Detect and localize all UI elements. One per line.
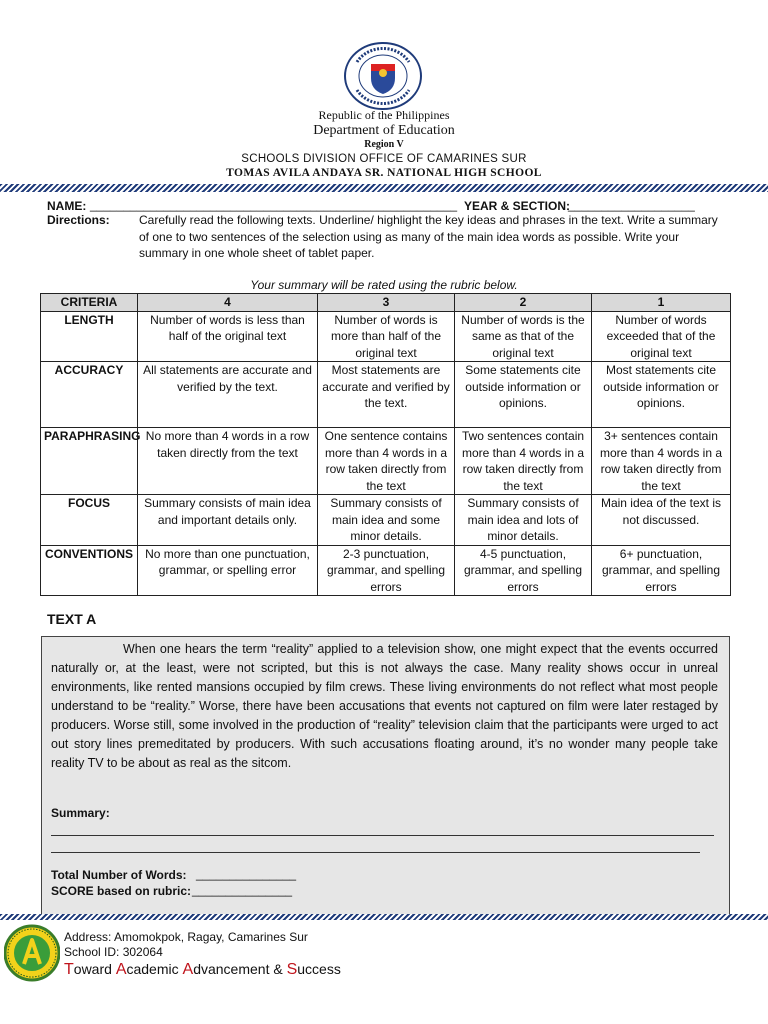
rubric-criteria: CONVENTIONS — [41, 545, 138, 596]
rubric-cell: Main idea of the text is not discussed. — [592, 495, 731, 546]
motto-word: uccess — [297, 961, 341, 977]
rubric-header-2: 2 — [455, 294, 592, 312]
rubric-table — [40, 293, 731, 596]
rubric-header-row — [41, 294, 731, 312]
rubric-cell: Two sentences contain more than 4 words in a row taken directly from the text — [455, 428, 592, 495]
rubric-cell: Number of words is the same as that of the original text — [455, 311, 592, 362]
division-heading: SCHOOLS DIVISION OFFICE OF CAMARINES SUR — [241, 153, 527, 165]
rubric-cell: 4-5 punctuation, grammar, and spelling errors — [455, 545, 592, 596]
footer-address: Address: Amomokpok, Ragay, Camarines Sur — [64, 930, 308, 944]
total-words-label: Total Number of Words: — [51, 868, 187, 882]
motto-letter: T — [64, 961, 74, 978]
footer-divider — [0, 914, 768, 920]
total-words-field[interactable]: _______________ — [196, 867, 297, 881]
rubric-cell: 3+ sentences contain more than 4 words in a row taken directly from the text — [592, 428, 731, 495]
motto-word: cademic — [126, 961, 183, 977]
rubric-cell: Number of words is more than half of the original text — [318, 311, 455, 362]
region-heading: Region V — [364, 139, 404, 150]
footer-school-id: School ID: 302064 — [64, 945, 163, 959]
motto-letter: S — [286, 961, 298, 978]
year-section-label: YEAR & SECTION: — [464, 199, 571, 213]
text-a-passage — [51, 640, 718, 773]
rubric-header-3: 3 — [318, 294, 455, 312]
directions-text: Carefully read the following texts. Underline/ highlight the key ideas and phrases in the text. Write a summary of one to two sentences of the selection using as many of the main idea words as possible. Write your summary in one whole sheet of tablet paper. — [139, 213, 718, 260]
rubric-criteria: FOCUS — [41, 495, 138, 546]
republic-heading: Republic of the Philippines — [318, 108, 450, 122]
name-label: NAME: — [47, 199, 87, 213]
rubric-row-conventions — [41, 545, 731, 596]
rubric-cell: Summary consists of main idea and some minor details. — [318, 495, 455, 546]
rubric-cell: Number of words is less than half of the original text — [138, 311, 318, 362]
rubric-row-focus — [41, 495, 731, 546]
year-section-field[interactable]: ___________________ — [568, 198, 695, 212]
rubric-cell: All statements are accurate and verified by the text. — [138, 362, 318, 428]
school-logo — [4, 924, 60, 982]
text-a-title: TEXT A — [47, 611, 97, 627]
rubric-cell: Most statements are accurate and verified by the text. — [318, 362, 455, 428]
rubric-cell: No more than 4 words in a row taken directly from the text — [138, 428, 318, 495]
name-field[interactable]: _______________________________________________________ — [90, 198, 458, 212]
rubric-cell: 6+ punctuation, grammar, and spelling errors — [592, 545, 731, 596]
rubric-header-1: 1 — [592, 294, 731, 312]
deped-seal-logo — [343, 42, 423, 110]
rubric-cell: 2-3 punctuation, grammar, and spelling errors — [318, 545, 455, 596]
school-motto — [64, 961, 341, 979]
rubric-cell: Most statements cite outside information or opinions. — [592, 362, 731, 428]
rubric-cell: One sentence contains more than 4 words in a row taken directly from the text — [318, 428, 455, 495]
text-a-passage-text: When one hears the term “reality” applied to a television show, one might expect that the events occurred naturally or, at the least, were not scripted, but this is not always the case. Many reality shows occur in unreal environments, like rented mansions occupied by film crews. These living environments do not reflect what most people understand to be “reality.” Worse, there have been accusations that events not captured on film were later restaged by producers. Worse still, some involved in the production of “reality” television claim that the participants were urged to act out story lines premeditated by producers. With such accusations floating around, it’s no wonder many people take reality TV to be about as real as the sitcom. — [51, 642, 718, 770]
motto-letter: A — [182, 961, 194, 978]
summary-line-1[interactable] — [51, 835, 714, 836]
rubric-cell: Summary consists of main idea and lots of minor details. — [455, 495, 592, 546]
rubric-criteria: LENGTH — [41, 311, 138, 362]
motto-word: dvancement & — [193, 961, 287, 977]
score-label: SCORE based on rubric: — [51, 884, 192, 898]
motto-word: oward — [73, 961, 116, 977]
rubric-cell: Some statements cite outside information or opinions. — [455, 362, 592, 428]
header-divider — [0, 184, 768, 192]
rubric-row-accuracy — [41, 362, 731, 428]
rubric-row-paraphrasing — [41, 428, 731, 495]
summary-label: Summary: — [51, 806, 110, 820]
directions-label: Directions: — [47, 213, 110, 227]
department-heading: Department of Education — [313, 123, 455, 138]
rubric-header-4: 4 — [138, 294, 318, 312]
rubric-criteria: ACCURACY — [41, 362, 138, 428]
rubric-cell: No more than one punctuation, grammar, or spelling error — [138, 545, 318, 596]
score-field[interactable]: _______________ — [192, 883, 293, 897]
motto-letter: A — [115, 961, 127, 978]
rubric-cell: Summary consists of main idea and important details only. — [138, 495, 318, 546]
rubric-criteria: PARAPHRASING — [41, 428, 138, 495]
rubric-header-criteria: CRITERIA — [41, 294, 138, 312]
school-heading: TOMAS AVILA ANDAYA SR. NATIONAL HIGH SCHOOL — [226, 167, 542, 179]
rubric-cell: Number of words exceeded that of the original text — [592, 311, 731, 362]
rubric-row-length — [41, 311, 731, 362]
summary-line-2[interactable] — [51, 852, 700, 853]
rubric-caption: Your summary will be rated using the rubric below. — [250, 278, 518, 292]
